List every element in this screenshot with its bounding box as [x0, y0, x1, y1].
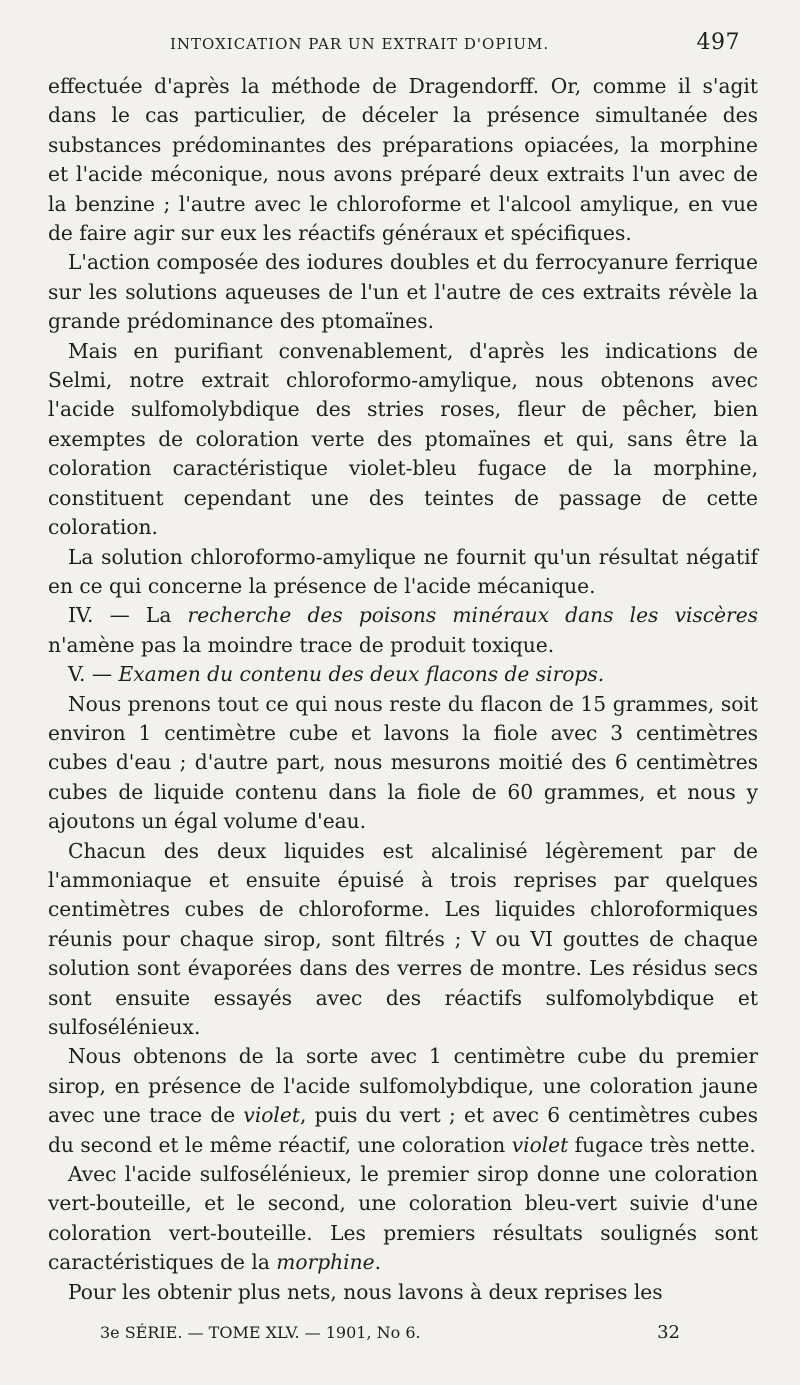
paragraph — [48, 837, 758, 1043]
text-run: Mais en purifiant convenablement, d'après les indications de Selmi, notre extrait chloroformo-amylique, nous obtenons avec l'acide sulfomolybdique des stries roses, fleur de pêcher, bien exemptes de coloration verte des ptomaïnes et qui, sans être la coloration caractéristique violet-bleu fugace de la morphine, constituent cependant une des teintes de passage de cette coloration. — [48, 338, 758, 540]
body-text — [48, 72, 758, 1307]
text-run: Nous obtenons de la sorte avec 1 centimètre cube du premier sirop, en présence de l'acide sulfomolybdique, une coloration jaune avec une trace de — [48, 1044, 758, 1128]
paragraph — [48, 72, 758, 248]
paragraph — [48, 1042, 758, 1160]
text-run: Nous prenons tout ce qui nous reste du flacon de 15 grammes, soit environ 1 centimètre cube et lavons la fiole avec 3 centimètres cubes d'eau ; d'autre part, nous mesurons moitié des 6 centimètres cubes de liquide contenu dans la fiole de 60 grammes, et nous y ajoutons un égal volume d'eau. — [48, 691, 758, 834]
text-run: Avec l'acide sulfosélénieux, le premier sirop donne une coloration vert-bouteille, et le second, une coloration bleu-vert suivie d'une coloration vert-bouteille. Les premiers résultats soulignés sont caractéristiques de la — [48, 1162, 758, 1275]
text-run: IV. — La — [68, 603, 188, 628]
paragraph — [48, 1278, 758, 1307]
paragraph — [48, 1160, 758, 1278]
italic-text: morphine — [276, 1250, 375, 1275]
text-run: fugace très nette. — [568, 1132, 756, 1157]
text-run: La solution chloroformo-amylique ne fournit qu'un résultat négatif en ce qui concerne la présence de l'acide mécanique. — [48, 544, 758, 598]
series-info: 3e SÉRIE. — TOME XLV. — 1901, No 6. — [100, 1323, 421, 1342]
text-run: n'amène pas la moindre trace de produit toxique. — [48, 632, 555, 657]
text-run: , puis du vert ; et avec 6 centimètres cubes du second et le même réactif, une coloration — [48, 1103, 758, 1157]
running-header — [170, 30, 740, 55]
text-run: . — [374, 1250, 381, 1275]
paragraph — [48, 690, 758, 837]
text-run: Chacun des deux liquides est alcalinisé légèrement par de l'ammoniaque et ensuite épuisé à trois reprises par quelques centimètres cubes de chloroforme. Les liquides chloroformiques réunis pour chaque sirop, sont filtrés ; V ou VI gouttes de chaque solution sont évaporées dans des verres de montre. Les résidus secs sont ensuite essayés avec des réactifs sulfomolybdique et sulfosélénieux. — [48, 838, 758, 1039]
paragraph — [48, 248, 758, 336]
paragraph — [48, 543, 758, 602]
italic-text: recherche des poisons minéraux dans les viscères — [187, 603, 759, 628]
text-run: L'action composée des iodures doubles et du ferrocyanure ferrique sur les solutions aqueuses de l'un et l'autre de ces extraits révèle la grande prédominance des ptomaïnes. — [48, 250, 758, 334]
signature-mark: 32 — [657, 1322, 680, 1343]
italic-text: Examen du contenu des deux flacons de sirops. — [118, 662, 605, 687]
page-footer — [100, 1322, 680, 1343]
text-run: effectuée d'après la méthode de Dragendorff. Or, comme il s'agit dans le cas particulier, de déceler la présence simultanée des substances prédominantes des préparations opiacées, la morphine et l'acide méconique, nous avons préparé deux extraits l'un avec de la benzine ; l'autre avec le chloroforme et l'alcool amylique, en vue de faire agir sur eux les réactifs généraux et spécifiques. — [48, 74, 758, 246]
italic-text: violet — [243, 1103, 300, 1128]
italic-text: violet — [511, 1132, 569, 1157]
running-title: INTOXICATION PAR UN EXTRAIT D'OPIUM. — [170, 35, 550, 53]
text-run: V. — — [68, 662, 119, 687]
page-number: 497 — [696, 30, 740, 55]
paragraph — [48, 337, 758, 543]
paragraph — [48, 660, 758, 689]
text-run: Pour les obtenir plus nets, nous lavons à deux reprises les — [68, 1279, 663, 1304]
paragraph — [48, 601, 758, 660]
